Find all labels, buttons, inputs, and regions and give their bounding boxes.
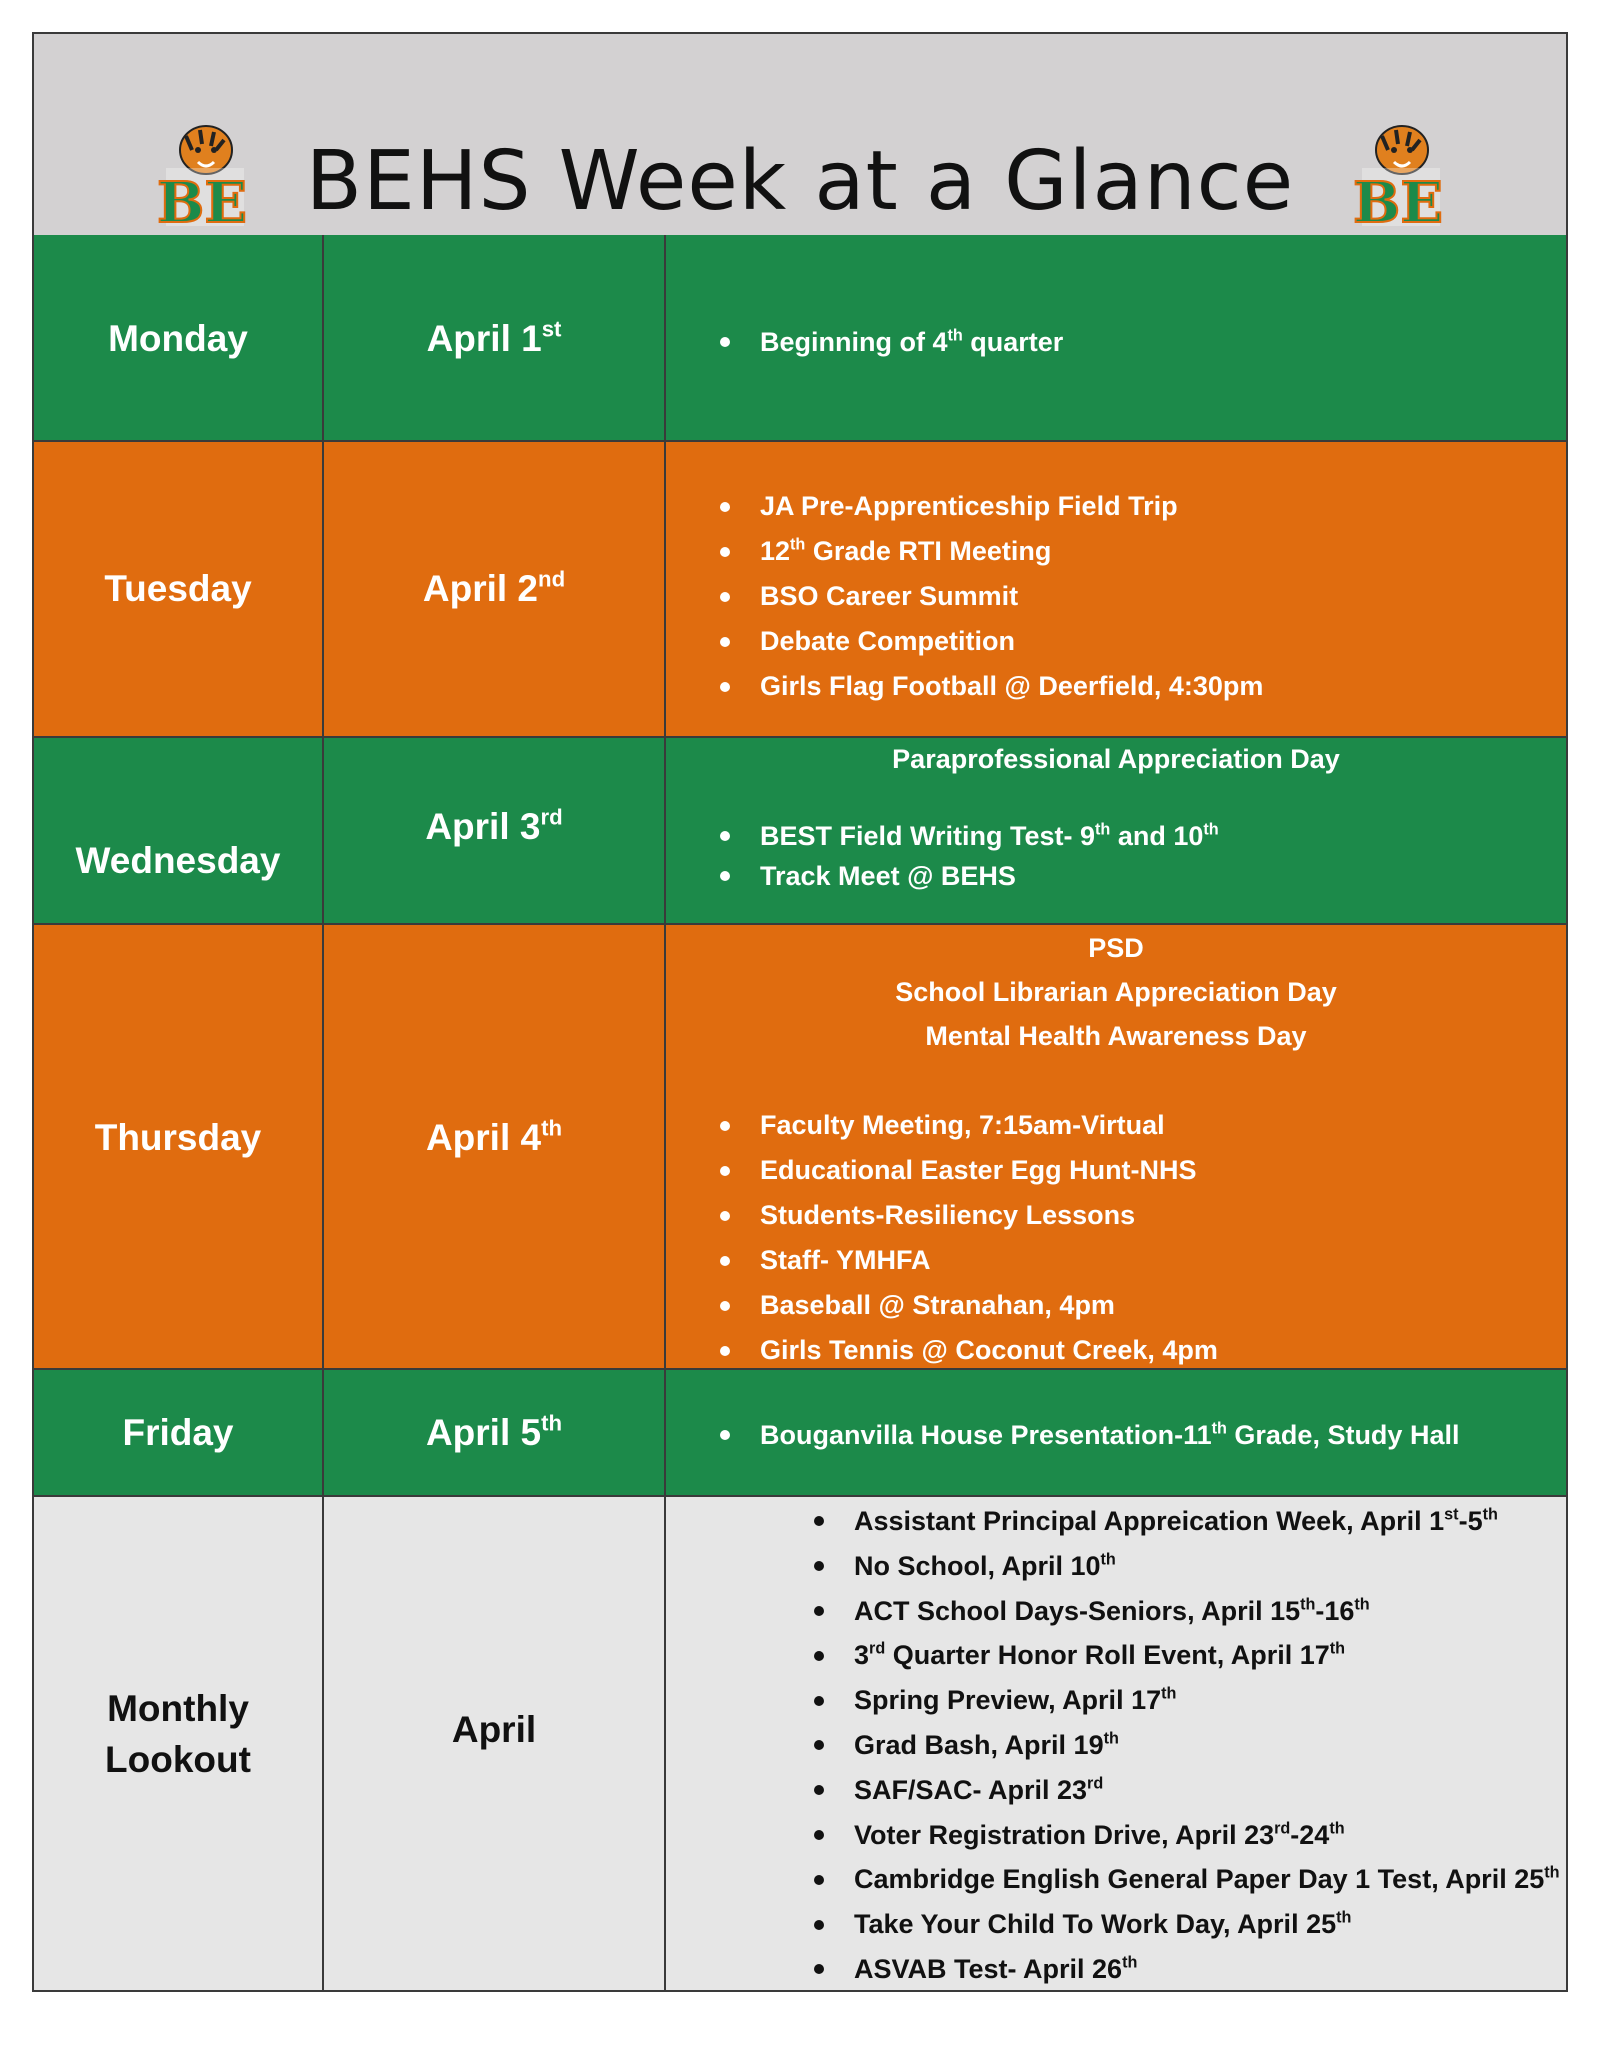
day-date: April 4th [425,1115,563,1158]
day-heading: Paraprofessional Appreciation Day [892,744,1340,774]
day-row-tuesday [34,442,1566,738]
day-name: Friday [122,1412,234,1453]
day-date: April 5th [425,1410,563,1453]
day-date: April 3rd [425,804,563,847]
event-item: Students-Resiliency Lessons [760,1193,1218,1238]
event-item: Faculty Meeting, 7:15am-Virtual [760,1103,1218,1148]
logo-monogram: BE [156,170,248,230]
event-item: Girls Tennis @ Coconut Creek, 4pm [760,1328,1218,1373]
event-item: SAF/SAC- April 23rd [854,1768,1560,1813]
event-item: Beginning of 4th quarter [760,323,1063,361]
event-item: Baseball @ Stranahan, 4pm [760,1283,1218,1328]
event-item: Grad Bash, April 19th [854,1723,1560,1768]
day-row-wednesday [34,738,1566,925]
monthly-lookout-row [34,1497,1566,1990]
event-item: Educational Easter Egg Hunt-NHS [760,1148,1218,1193]
event-item: BSO Career Summit [760,574,1263,619]
event-item: BEST Field Writing Test- 9th and 10th [760,816,1219,856]
event-item: No School, April 10th [854,1544,1560,1589]
day-row-thursday [34,925,1566,1370]
event-item: 12th Grade RTI Meeting [760,529,1263,574]
event-list [760,1416,1459,1454]
header-banner [34,34,1566,237]
event-list [760,323,1063,361]
event-item: Girls Flag Football @ Deerfield, 4:30pm [760,664,1263,709]
week-at-a-glance-sheet [32,32,1568,1992]
day-row-friday [34,1370,1566,1497]
event-item: Assistant Principal Appreication Week, April 1st-5th [854,1499,1560,1544]
event-list [760,1103,1218,1373]
event-list [760,816,1219,896]
event-item: ASVAB Test- April 26th [854,1947,1560,1992]
event-item: ACT School Days-Seniors, April 15th-16th [854,1589,1560,1634]
tiger-logo-icon [1352,122,1444,230]
monthly-event-list [854,1499,1560,1992]
event-item: Staff- YMHFA [760,1238,1218,1283]
event-item: Take Your Child To Work Day, April 25th [854,1902,1560,1947]
day-date: April 2nd [422,566,566,609]
day-heading: School Librarian Appreciation Day [895,977,1337,1007]
event-item: Cambridge English General Paper Day 1 Test, April 25th [854,1857,1560,1902]
monthly-month: April [451,1709,537,1750]
event-item: Debate Competition [760,619,1263,664]
event-item: JA Pre-Apprenticeship Field Trip [760,484,1263,529]
event-item: Spring Preview, April 17th [854,1678,1560,1723]
day-date: April 1st [426,316,562,359]
event-item: Track Meet @ BEHS [760,856,1219,896]
event-list [760,484,1263,709]
day-name: Monday [108,318,248,359]
event-item: Bouganvilla House Presentation-11th Grade, Study Hall [760,1416,1459,1454]
day-row-monday [34,235,1566,442]
page-title: BEHS Week at a Glance [305,134,1295,229]
day-name: Thursday [94,1117,262,1158]
day-heading: Mental Health Awareness Day [925,1021,1307,1051]
logo-monogram: BE [1352,170,1444,230]
day-name: Wednesday [75,840,281,881]
day-heading: PSD [1088,933,1144,963]
day-name: Tuesday [104,568,252,609]
monthly-label: Monthly Lookout [105,1688,251,1780]
event-item: Voter Registration Drive, April 23rd-24th [854,1813,1560,1858]
event-item: 3rd Quarter Honor Roll Event, April 17th [854,1633,1560,1678]
